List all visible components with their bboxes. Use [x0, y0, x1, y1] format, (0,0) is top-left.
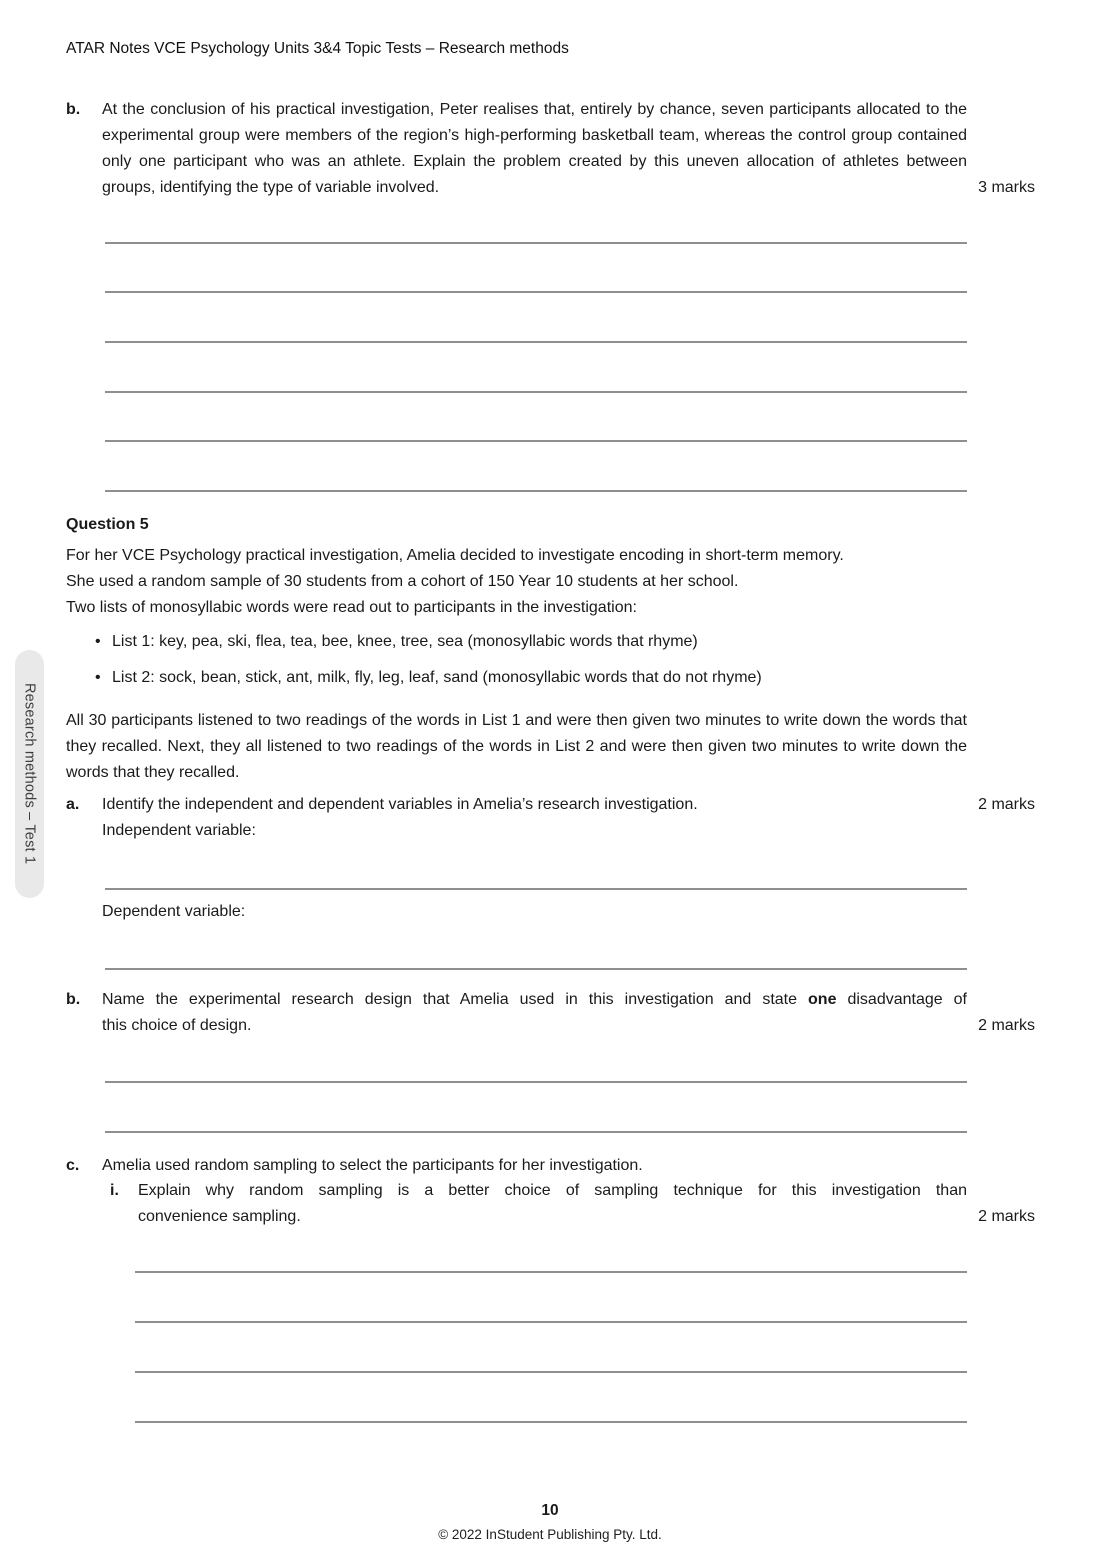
question-5a-marker: a.: [66, 796, 80, 813]
answer-line: [135, 1371, 967, 1373]
question-5b-line1-pre: Name the experimental research design that Amelia used in this investigation and state: [102, 991, 809, 1008]
question-5-heading: Question 5: [66, 516, 149, 533]
bullet-text: List 1: key, pea, ski, flea, tea, bee, knee, tree, sea (monosyllabic words that rhyme): [112, 633, 698, 650]
answer-line: [105, 888, 967, 890]
question-5c: [66, 1153, 1035, 1179]
question-5-intro: [66, 543, 967, 621]
question-5a: [66, 792, 1035, 818]
question-5b-text: [102, 987, 967, 1039]
question-5b-line1: [102, 987, 967, 1013]
question-5b-bold-word: one: [808, 991, 837, 1008]
question-5c-i-text: [138, 1178, 967, 1230]
answer-line: [135, 1321, 967, 1323]
bullet-item-list2: [95, 668, 967, 688]
independent-variable-label: Independent variable:: [102, 822, 256, 839]
intro-line: Two lists of monosyllabic words were read out to participants in the investigation:: [66, 599, 637, 616]
bullet-icon: •: [95, 669, 101, 686]
answer-line: [135, 1421, 967, 1423]
question-5c-i-marks: 2 marks: [978, 1208, 1035, 1225]
question-5c-i: [110, 1178, 1035, 1230]
question-5b-marker: b.: [66, 991, 81, 1008]
answer-line: [105, 1081, 967, 1083]
question-5b-line1-post: disadvantage of: [836, 991, 968, 1008]
bullet-text: List 2: sock, bean, stick, ant, milk, fly, leg, leaf, sand (monosyllabic words that do not rhyme): [112, 669, 762, 686]
answer-line: [105, 242, 967, 244]
answer-line: [105, 490, 967, 492]
intro-line: She used a random sample of 30 students from a cohort of 150 Year 10 students at her school.: [66, 573, 739, 590]
answer-line: [105, 1131, 967, 1133]
side-tab: [15, 650, 44, 898]
copyright-notice: © 2022 InStudent Publishing Pty. Ltd.: [438, 1527, 662, 1542]
question-5b-marks: 2 marks: [978, 1017, 1035, 1034]
question-5c-i-line2: convenience sampling.: [138, 1208, 301, 1225]
dependent-variable-label: Dependent variable:: [102, 903, 246, 920]
question-5b: [66, 987, 1035, 1039]
question-5-paragraph: All 30 participants listened to two readings of the words in List 1 and were then given two minutes to write down the words that they recalled. Next, they all listened to two readings of the words in List 2 and were then given two minutes to write down the words that they recalled.: [66, 712, 967, 781]
side-tab-label: Research methods – Test 1: [21, 683, 38, 865]
answer-line: [105, 291, 967, 293]
question-4b-marker: b.: [66, 101, 81, 118]
question-5a-text: Identify the independent and dependent variables in Amelia’s research investigation.: [102, 796, 698, 813]
question-5c-i-line1: Explain why random sampling is a better choice of sampling technique for this investigation than: [138, 1182, 967, 1199]
question-5b-line2: this choice of design.: [102, 1017, 252, 1034]
bullet-item-list1: [95, 632, 967, 652]
question-5a-marks: 2 marks: [978, 796, 1035, 813]
answer-line: [135, 1271, 967, 1273]
bullet-icon: •: [95, 633, 101, 650]
answer-line: [105, 341, 967, 343]
question-4b-text: At the conclusion of his practical investigation, Peter realises that, entirely by chance, seven participants allocated to the experimental group were members of the region’s high-performing basketball team, whereas the control group contained only one participant who was an athlete. Explain the problem created by this uneven allocation of athletes between groups, identifying the type of variable involved.: [102, 101, 967, 196]
question-5c-marker: c.: [66, 1157, 80, 1174]
intro-line: For her VCE Psychology practical investigation, Amelia decided to investigate encoding in short-term memory.: [66, 547, 844, 564]
page-number: 10: [541, 1502, 559, 1519]
page-header: ATAR Notes VCE Psychology Units 3&4 Topic Tests – Research methods: [66, 40, 569, 57]
answer-line: [105, 391, 967, 393]
answer-line: [105, 968, 967, 970]
question-5c-text: Amelia used random sampling to select the participants for her investigation.: [102, 1157, 643, 1174]
answer-line: [105, 440, 967, 442]
question-4b-marks: 3 marks: [978, 179, 1035, 196]
question-4b: [66, 97, 1035, 201]
question-5c-i-marker: i.: [110, 1182, 119, 1199]
